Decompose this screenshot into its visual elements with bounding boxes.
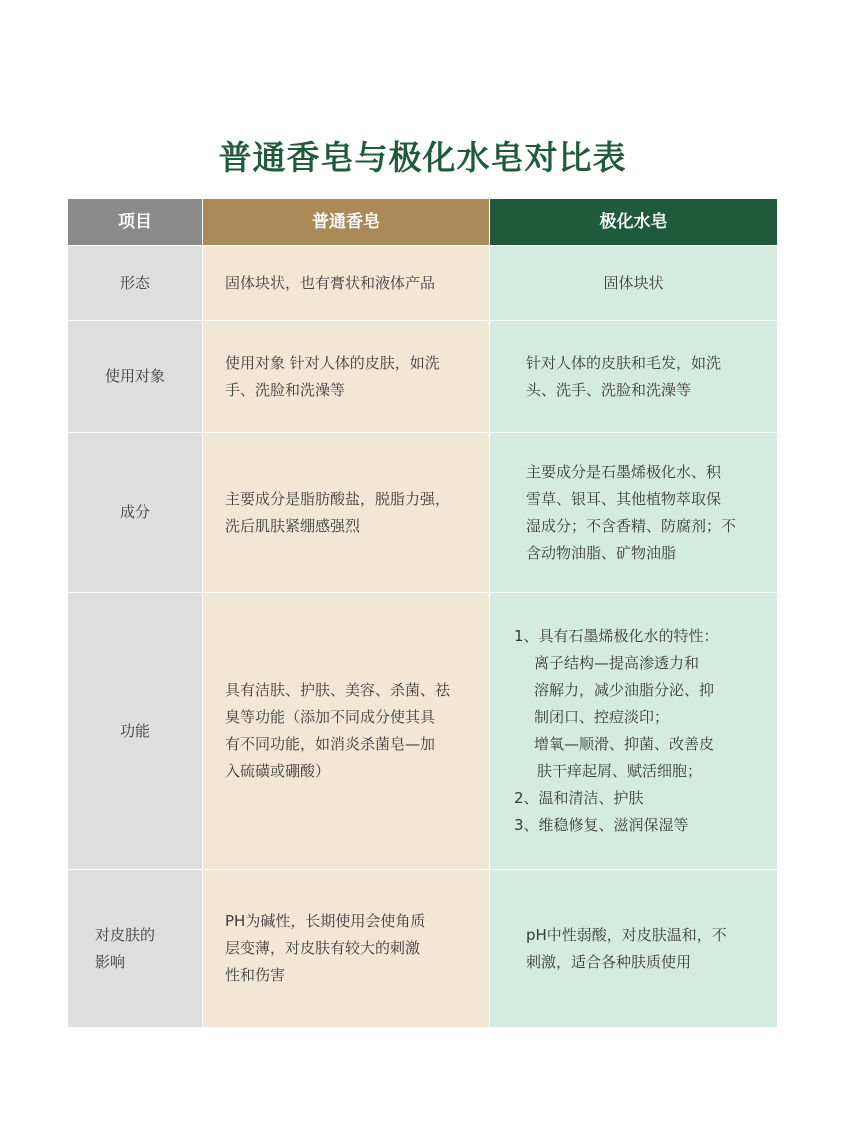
text-line: 制闭口、控痘淡印； xyxy=(534,708,670,726)
text-line: 刺激，适合各种肤质使用 xyxy=(526,952,692,971)
text-line: 固体块状，也有膏状和液体产品 xyxy=(225,273,436,292)
text-line: 洗后肌肤紧绷感强烈 xyxy=(225,516,361,535)
text-line: 使用对象 针对人体的皮肤，如洗 xyxy=(225,353,440,372)
regular-soap-ingredients xyxy=(202,432,489,592)
polarized-soap-skin-effect xyxy=(489,869,777,1027)
text-line: pH中性弱酸，对皮肤温和，不 xyxy=(526,925,727,944)
row-label-function: 功能 xyxy=(68,592,202,869)
text-line: PH为碱性，长期使用会使角质 xyxy=(225,912,426,930)
text-line: 肤干痒起屑、赋活细胞； xyxy=(537,762,703,780)
regular-soap-skin-effect xyxy=(202,869,489,1027)
comparison-table xyxy=(68,199,777,1027)
text-line: 1、具有石墨烯极化水的特性： xyxy=(514,627,719,645)
text-line: 层变薄，对皮肤有较大的刺激 xyxy=(225,939,421,957)
text-line: 增氧—顺滑、抑菌、改善皮 xyxy=(534,735,715,753)
text-line: 影响 xyxy=(95,952,126,971)
page-title: 普通香皂与极化水皂对比表 xyxy=(218,138,627,177)
text-line: 主要成分是脂肪酸盐，脱脂力强， xyxy=(225,489,451,508)
text-line: 2、温和清洁、护肤 xyxy=(514,789,644,807)
text-line: 臭等功能（添加不同成分使其具 xyxy=(225,708,436,726)
polarized-soap-target xyxy=(489,320,777,432)
text-line: 入硫磺或硼酸） xyxy=(225,762,331,780)
polarized-soap-ingredients xyxy=(489,432,777,592)
text-line: 有不同功能，如消炎杀菌皂—加 xyxy=(225,735,436,753)
header-polarized-soap: 极化水皂 xyxy=(489,199,777,245)
text-line: 湿成分；不含香精、防腐剂；不 xyxy=(526,516,737,535)
text-line: 手、洗脸和洗澡等 xyxy=(225,380,346,399)
regular-soap-function xyxy=(202,592,489,869)
text-line: 含动物油脂、矿物油脂 xyxy=(526,543,677,562)
regular-soap-target xyxy=(202,320,489,432)
polarized-soap-function xyxy=(489,592,777,869)
text-line: 离子结构—提高渗透力和 xyxy=(534,654,700,672)
text-line: 溶解力，减少油脂分泌、抑 xyxy=(534,681,715,699)
text-line: 针对人体的皮肤和毛发，如洗 xyxy=(526,353,722,372)
row-label-skin-effect xyxy=(68,869,202,1027)
row-label-form: 形态 xyxy=(68,245,202,320)
text-line: 头、洗手、洗脸和洗澡等 xyxy=(526,380,692,399)
text-line: 固体块状 xyxy=(603,273,664,292)
text-line: 具有洁肤、护肤、美容、杀菌、祛 xyxy=(225,681,451,699)
row-label-ingredients: 成分 xyxy=(68,432,202,592)
regular-soap-form xyxy=(202,245,489,320)
text-line: 对皮肤的 xyxy=(95,925,156,944)
text-line: 雪草、银耳、其他植物萃取保 xyxy=(526,489,722,508)
row-label-target: 使用对象 xyxy=(68,320,202,432)
text-line: 性和伤害 xyxy=(225,966,286,984)
header-item: 项目 xyxy=(68,199,202,245)
text-line: 3、维稳修复、滋润保湿等 xyxy=(514,816,689,834)
polarized-soap-form xyxy=(489,245,777,320)
text-line: 主要成分是石墨烯极化水、积 xyxy=(526,462,722,481)
header-regular-soap: 普通香皂 xyxy=(202,199,489,245)
